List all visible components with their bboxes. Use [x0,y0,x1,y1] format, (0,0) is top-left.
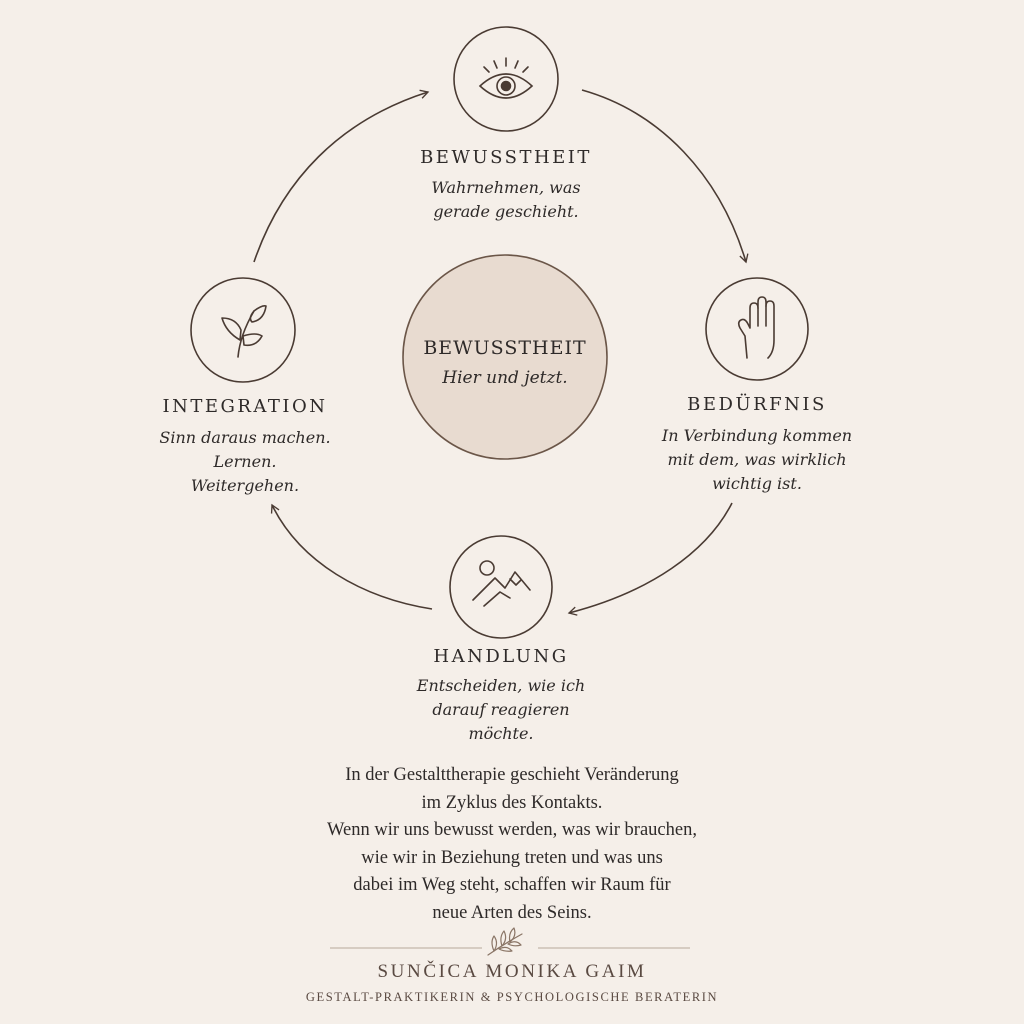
node-circle-top [454,27,558,131]
node-title-left: INTEGRATION [162,396,328,417]
node-description-line: darauf reagieren [432,700,570,719]
arrow-bottom-to-left [272,505,432,609]
node-description-line: In Verbindung kommen [661,426,853,445]
eye-icon [480,58,532,98]
node-description-line: gerade geschieht. [433,202,579,221]
node-title-right: BEDÜRFNIS [687,394,827,415]
node-description-line: Wahrnehmen, was [431,178,581,197]
author-name: SUNČICA MONIKA GAIM [377,961,647,982]
center-subtitle: Hier und jetzt. [442,368,568,388]
arrow-right-to-bottom [569,503,732,613]
body-paragraph [0,762,1024,927]
node-right-icon-group [706,278,808,380]
body-line: In der Gestalttherapie geschieht Veränderung [345,765,679,785]
node-circle-bottom [450,536,552,638]
node-description-bottom [417,674,585,746]
node-description-line: Sinn daraus machen. [159,428,331,447]
node-description-line: mit dem, was wirklich [667,450,847,469]
node-title-bottom: HANDLUNG [433,646,569,667]
node-left-icon-group [191,278,295,382]
body-line: im Zyklus des Kontakts. [421,792,603,813]
node-top-icon-group [454,27,558,131]
arrow-top-to-right [582,90,746,262]
node-description-line: Entscheiden, wie ich [416,676,586,695]
node-description-top [431,176,580,224]
node-title-top: BEWUSSTHEIT [420,147,592,168]
body-line: neue Arten des Seins. [432,902,592,923]
node-description-line: möchte. [468,724,534,743]
body-line: wie wir in Beziehung treten und was uns [361,847,663,868]
body-line: Wenn wir uns bewusst werden, was wir brauchen, [327,820,697,840]
raised-hand-icon [739,297,774,358]
mountain-sun-icon [473,561,530,606]
node-description-line: Lernen. [213,452,277,471]
node-bottom-icon-group [450,536,552,638]
node-description-line: wichtig ist. [712,474,802,493]
node-circle-right [706,278,808,380]
node-circle-left [191,278,295,382]
leaf-branch-icon [488,928,522,955]
arrow-left-to-top [254,92,428,262]
node-description-line: Weitergehen. [190,476,300,495]
body-line: dabei im Weg steht, schaffen wir Raum für [353,875,671,895]
author-role: GESTALT-PRAKTIKERIN & PSYCHOLOGISCHE BERATERIN [305,990,719,1004]
center-title: BEWUSSTHEIT [423,337,587,359]
leaf-sprout-icon [222,306,266,357]
node-description-right [662,424,852,496]
node-description-left [159,426,330,498]
